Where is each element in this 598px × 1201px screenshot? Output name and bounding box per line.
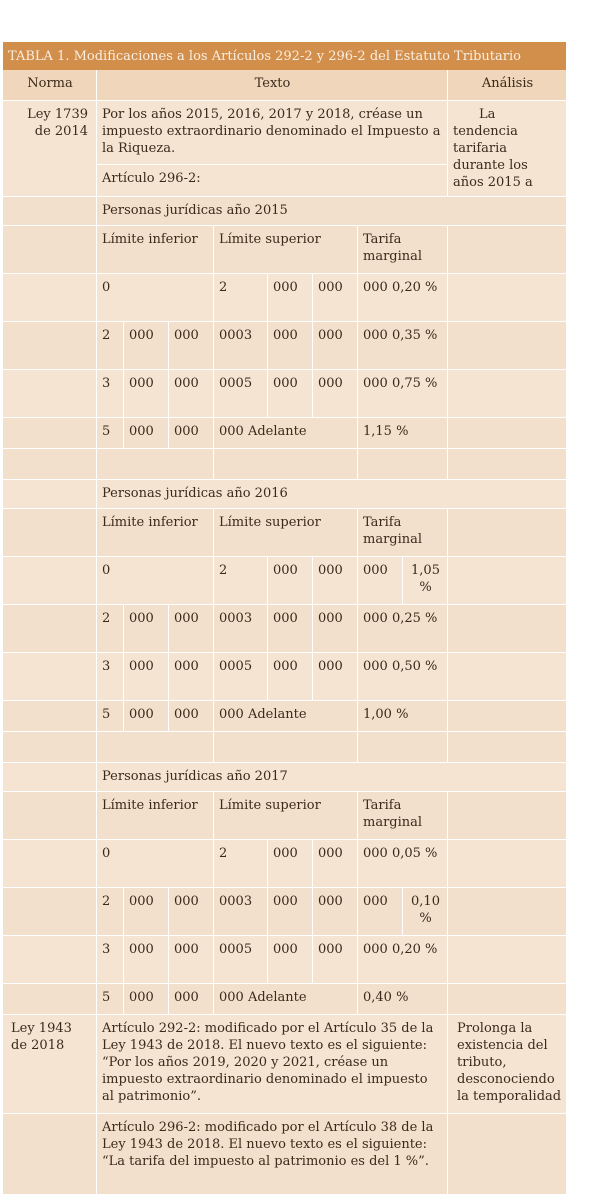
analisis-ley-1739: La tendencia tarifaria durante los años 2015 a [447, 101, 566, 196]
tarifa-cell: 000 [123, 418, 168, 448]
tarifa-cell: 0003 [213, 322, 267, 369]
tarifa-cell: 0005 [213, 653, 267, 700]
tarifa-cell: 2 [213, 557, 267, 604]
analisis-empty [447, 274, 566, 321]
tarifa-cell: 000 [168, 605, 213, 652]
empty-cell [96, 732, 213, 762]
tarifa-row [3, 605, 566, 653]
tarifa-rate-cell: 000 0,75 % [357, 370, 447, 417]
section-column-headers [3, 509, 566, 557]
texto-articulo-296-2: Artículo 296-2: modificado por el Artículo 38 de la Ley 1943 de 2018. El nuevo texto es el siguiente: “La tarifa del impuesto al patrimonio es del 1 %”. [96, 1114, 447, 1194]
norma-empty [3, 322, 96, 369]
section-title: Personas jurídicas año 2017 [96, 763, 566, 791]
norma-empty [3, 888, 96, 935]
tarifa-marginal-header: Tarifa marginal [357, 509, 447, 556]
section-title-row [3, 763, 566, 792]
limite-inferior-header: Límite inferior [96, 226, 213, 273]
section-column-headers [3, 792, 566, 840]
tarifa-rate-cell: 1,05 % [402, 557, 447, 604]
analisis-empty [447, 653, 566, 700]
norma-ley-1943: Ley 1943 de 2018 [11, 1021, 72, 1053]
limite-superior-header: Límite superior [213, 509, 357, 556]
tarifa-row [3, 888, 566, 936]
tarifa-cell: 0005 [213, 370, 267, 417]
tarifa-cell: 2 [213, 274, 267, 321]
tarifa-cell: 000 [123, 322, 168, 369]
section-title-row [3, 480, 566, 509]
tarifa-cell: 000 [123, 653, 168, 700]
tarifa-cell: 000 [312, 605, 357, 652]
norma-empty [3, 840, 96, 887]
empty-cell [213, 449, 357, 479]
norma-empty [3, 701, 96, 731]
tarifa-cell: 000 [267, 605, 312, 652]
tarifa-cell: 2 [96, 322, 123, 369]
section-title-row [3, 197, 566, 226]
tarifa-cell: 000 [123, 701, 168, 731]
tarifa-cell: 000 Adelante [213, 418, 357, 448]
articulo-296-2-label: Artículo 296-2: [96, 165, 447, 196]
header-norma: Norma [27, 76, 73, 91]
limite-inferior-header: Límite inferior [96, 792, 213, 839]
empty-cell [213, 732, 357, 762]
tarifa-row [3, 653, 566, 701]
limite-inferior-header: Límite inferior [96, 509, 213, 556]
tarifa-rate-cell: 1,00 % [357, 701, 447, 731]
tarifa-cell: 000 [267, 274, 312, 321]
tarifa-cell: 3 [96, 936, 123, 983]
norma-empty [3, 792, 96, 839]
tarifa-cell: 0 [96, 557, 213, 604]
analisis-empty [447, 984, 566, 1014]
tarifa-cell: 000 [312, 370, 357, 417]
limite-superior-header: Límite superior [213, 226, 357, 273]
section-title: Personas jurídicas año 2016 [96, 480, 566, 508]
norma-empty [3, 480, 96, 508]
analisis-empty [447, 226, 566, 273]
tarifa-row [3, 370, 566, 418]
norma-empty [3, 197, 96, 225]
spacer-row [3, 732, 566, 763]
tarifa-cell: 000 [357, 888, 402, 935]
tarifa-cell: 000 [168, 322, 213, 369]
section-column-headers [3, 226, 566, 274]
tarifa-cell: 000 [312, 936, 357, 983]
tarifa-cell: 000 [267, 370, 312, 417]
analisis-empty [447, 840, 566, 887]
tarifa-cell: 2 [213, 840, 267, 887]
tarifa-rate-cell: 000 0,25 % [357, 605, 447, 652]
tarifa-cell: 000 [267, 557, 312, 604]
analisis-empty [447, 701, 566, 731]
tarifa-cell: 0 [96, 274, 213, 321]
analisis-empty [447, 732, 566, 762]
texto-ley-1739: Por los años 2015, 2016, 2017 y 2018, créase un impuesto extraordinario denominado el Impuesto a la Riqueza. [96, 101, 447, 165]
tarifa-row [3, 701, 566, 732]
norma-empty [3, 763, 96, 791]
header-texto: Texto [96, 70, 447, 100]
tarifa-cell: 5 [96, 418, 123, 448]
tarifa-cell: 000 Adelante [213, 701, 357, 731]
norma-empty [3, 936, 96, 983]
tarifa-rate-cell: 000 0,35 % [357, 322, 447, 369]
tarifa-rate-cell: 000 0,50 % [357, 653, 447, 700]
tarifa-row [3, 418, 566, 449]
tarifa-cell: 000 [168, 936, 213, 983]
norma-empty [3, 449, 96, 479]
tarifa-row [3, 840, 566, 888]
tarifa-cell: 2 [96, 605, 123, 652]
analisis-empty [447, 888, 566, 935]
norma-empty [3, 1114, 96, 1194]
tarifa-cell: 000 [168, 418, 213, 448]
analisis-empty [447, 936, 566, 983]
ley-1943-row-2 [3, 1114, 566, 1195]
ley-1943-row-1 [3, 1015, 566, 1114]
section-title: Personas jurídicas año 2015 [96, 197, 566, 225]
table-caption: TABLA 1. Modificaciones a los Artículos 292-2 y 296-2 del Estatuto Tributario [3, 42, 566, 70]
tarifa-cell: 000 [312, 840, 357, 887]
analisis-empty [447, 1114, 566, 1194]
tarifa-cell: 000 [123, 984, 168, 1014]
norma-empty [3, 509, 96, 556]
tarifa-cell: 000 [267, 322, 312, 369]
tarifa-row [3, 936, 566, 984]
tarifa-cell: 000 [123, 370, 168, 417]
norma-ley-1739: Ley 1739 de 2014 [27, 107, 88, 139]
norma-empty [3, 274, 96, 321]
tarifa-cell: 0003 [213, 888, 267, 935]
tarifa-cell: 000 [312, 557, 357, 604]
norma-empty [3, 653, 96, 700]
tarifa-cell: 000 [312, 888, 357, 935]
tarifa-cell: 000 [123, 936, 168, 983]
tarifa-cell: 000 [123, 605, 168, 652]
tarifa-rate-cell: 0,10 % [402, 888, 447, 935]
tarifa-cell: 5 [96, 984, 123, 1014]
norma-empty [3, 732, 96, 762]
tarifa-row [3, 984, 566, 1015]
tarifa-cell: 000 [267, 653, 312, 700]
tarifa-cell: 000 [267, 936, 312, 983]
norma-empty [3, 605, 96, 652]
tarifa-marginal-header: Tarifa marginal [357, 792, 447, 839]
norma-empty [3, 370, 96, 417]
norma-empty [3, 418, 96, 448]
norma-empty [3, 984, 96, 1014]
tarifa-cell: 000 [312, 322, 357, 369]
empty-cell [357, 449, 447, 479]
tarifa-cell: 000 Adelante [213, 984, 357, 1014]
tarifa-row [3, 557, 566, 605]
tarifa-cell: 000 [123, 888, 168, 935]
tarifa-rate-cell: 0,40 % [357, 984, 447, 1014]
header-analisis: Análisis [447, 70, 566, 100]
tarifa-cell: 000 [168, 701, 213, 731]
tarifa-cell: 5 [96, 701, 123, 731]
tarifa-cell: 000 [312, 274, 357, 321]
tarifa-cell: 0 [96, 840, 213, 887]
empty-cell [96, 449, 213, 479]
tarifa-cell: 000 [168, 984, 213, 1014]
tarifa-row [3, 274, 566, 322]
tarifa-cell: 0005 [213, 936, 267, 983]
tarifa-marginal-header: Tarifa marginal [357, 226, 447, 273]
tarifa-rate-cell: 1,15 % [357, 418, 447, 448]
tarifa-cell: 000 [168, 653, 213, 700]
tarifa-cell: 000 [168, 888, 213, 935]
norma-empty [3, 557, 96, 604]
tarifa-cell: 2 [96, 888, 123, 935]
limite-superior-header: Límite superior [213, 792, 357, 839]
analisis-empty [447, 605, 566, 652]
analisis-empty [447, 509, 566, 556]
tarifa-cell: 000 [267, 888, 312, 935]
tarifa-cell: 000 [312, 653, 357, 700]
ley-1739-row [3, 101, 566, 197]
analisis-ley-1943: Prolonga la existencia del tributo, desconociendo la temporalidad [447, 1015, 566, 1113]
header-row [3, 70, 566, 101]
analisis-empty [447, 792, 566, 839]
analisis-empty [447, 322, 566, 369]
tarifa-cell: 000 [357, 557, 402, 604]
tarifa-rate-cell: 000 0,20 % [357, 936, 447, 983]
tarifa-cell: 0003 [213, 605, 267, 652]
tarifa-cell: 000 [267, 840, 312, 887]
tarifa-row [3, 322, 566, 370]
tarifa-sections [3, 197, 566, 1015]
analisis-empty [447, 418, 566, 448]
analisis-empty [447, 449, 566, 479]
modifications-table [3, 42, 566, 1195]
empty-cell [357, 732, 447, 762]
analisis-empty [447, 557, 566, 604]
tarifa-cell: 3 [96, 653, 123, 700]
norma-empty [3, 226, 96, 273]
tarifa-rate-cell: 000 0,05 % [357, 840, 447, 887]
spacer-row [3, 449, 566, 480]
tarifa-cell: 3 [96, 370, 123, 417]
texto-articulo-292-2: Artículo 292-2: modificado por el Artículo 35 de la Ley 1943 de 2018. El nuevo texto es el siguiente: “Por los años 2019, 2020 y 2021, créase un impuesto extraordinario denominado el impuesto al patrimonio”. [96, 1015, 447, 1113]
tarifa-rate-cell: 000 0,20 % [357, 274, 447, 321]
analisis-empty [447, 370, 566, 417]
tarifa-cell: 000 [168, 370, 213, 417]
